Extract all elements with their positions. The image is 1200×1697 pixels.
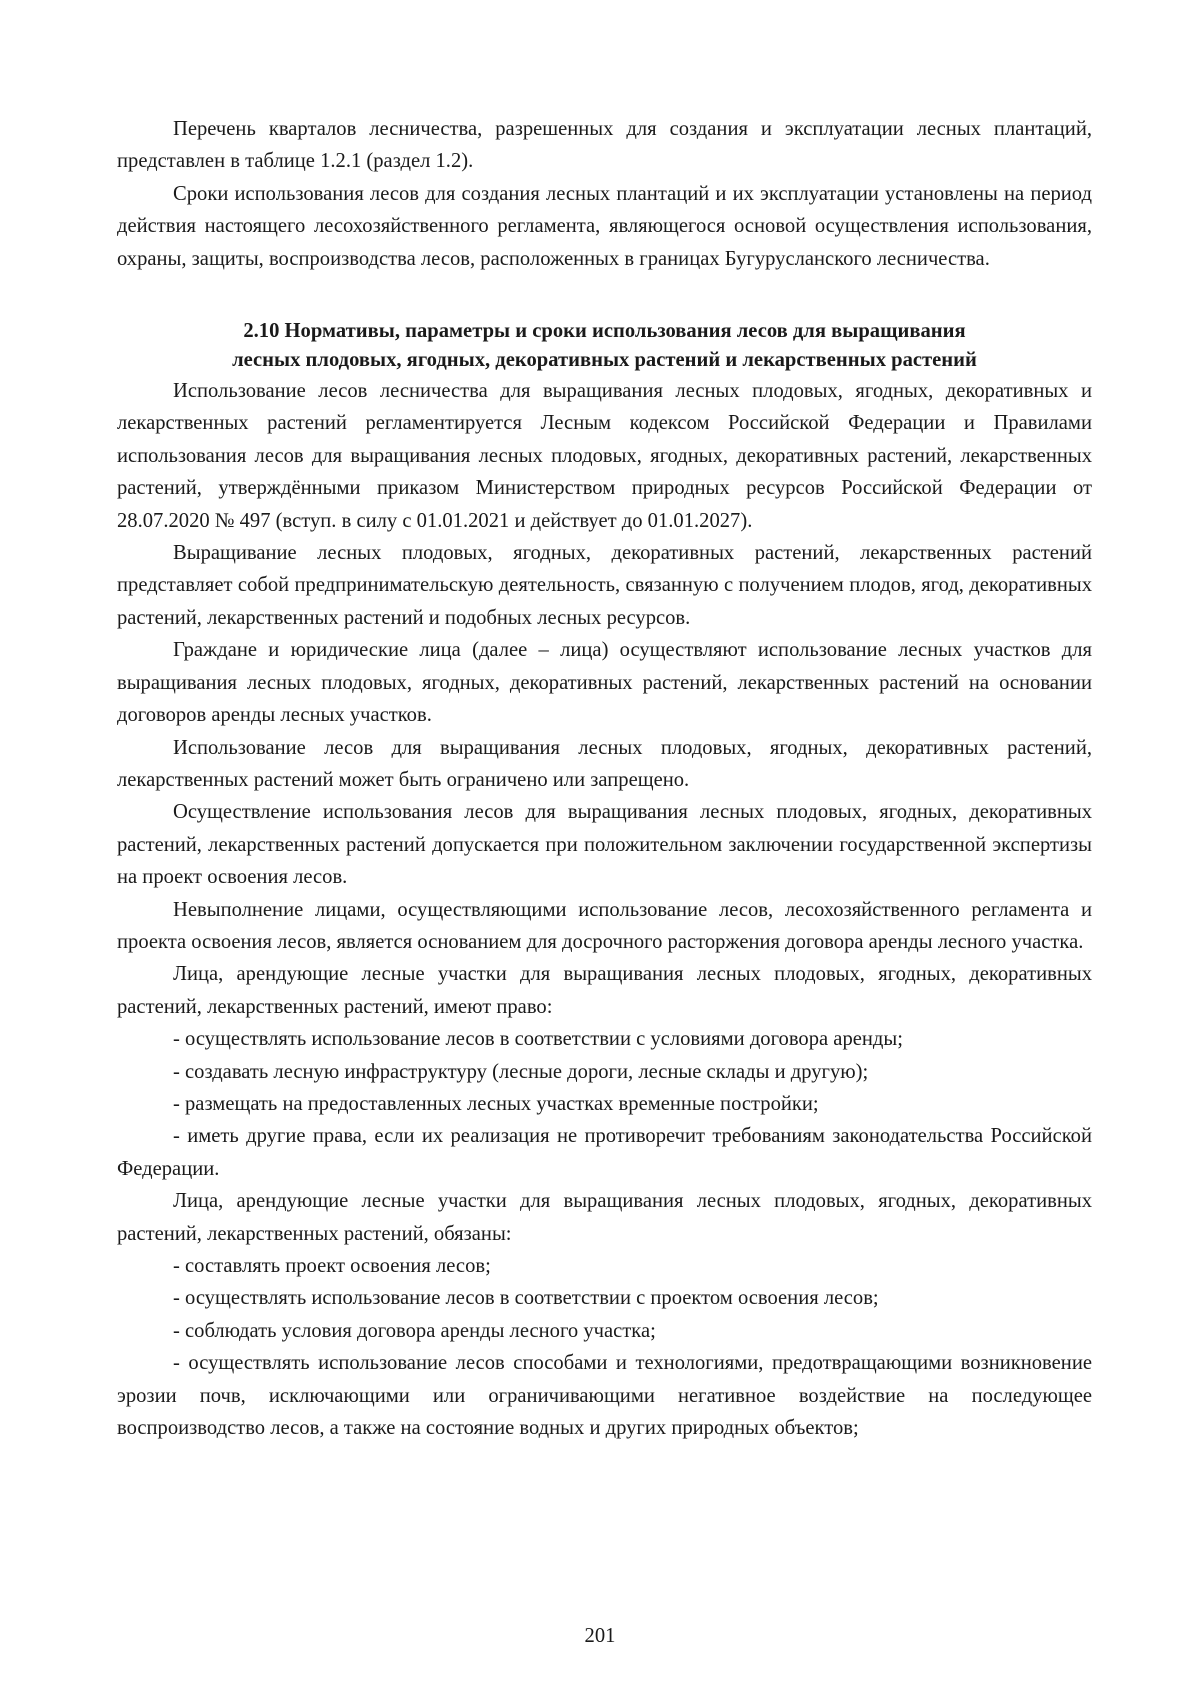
paragraph: Граждане и юридические лица (далее – лица) осуществляют использование лесных участков для выращивания лесных плодовых, ягодных, декоративных растений, лекарственных растений на основании договоров аренды лесных участков. — [117, 639, 1092, 727]
list-item: - соблюдать условия договора аренды лесного участка; — [173, 1319, 656, 1342]
paragraph: Сроки использования лесов для создания лесных плантаций и их эксплуатации установлены на период действия настоящего лесохозяйственного регламента, являющегося основой осуществления использования, охраны, защиты, воспроизводства лесов, расположенных в границах Бугурусланского лесничества. — [117, 182, 1092, 270]
document-body — [117, 113, 1092, 1444]
list-item: - составлять проект освоения лесов; — [173, 1255, 491, 1277]
section-heading — [117, 317, 1092, 375]
paragraph: Невыполнение лицами, осуществляющими использование лесов, лесохозяйственного регламента и проекта освоения лесов, является основанием для досрочного расторжения договора аренды лесного участка. — [117, 898, 1092, 953]
list-item: - размещать на предоставленных лесных участках временные постройки; — [173, 1092, 819, 1115]
paragraph: Перечень кварталов лесничества, разрешенных для создания и эксплуатации лесных плантаций, представлен в таблице 1.2.1 (раздел 1.2). — [117, 118, 1092, 173]
paragraph: Использование лесов для выращивания лесных плодовых, ягодных, декоративных растений, лекарственных растений может быть ограничено или запрещено. — [117, 736, 1092, 791]
paragraph: Использование лесов лесничества для выращивания лесных плодовых, ягодных, декоративных и лекарственных растений регламентируется Лесным кодексом Российской Федерации и Правилами использования лесов для выращивания лесных плодовых, ягодных, декоративных растений, лекарственных растений, утверждёнными приказом Министерством природных ресурсов Российской Федерации от 28.07.2020 № 497 (вступ. в силу с 01.01.2021 и действует до 01.01.2027). — [117, 380, 1092, 532]
paragraph: Выращивание лесных плодовых, ягодных, декоративных растений, лекарственных растений представляет собой предпринимательскую деятельность, связанную с получением плодов, ягод, декоративных растений, лекарственных растений и подобных лесных ресурсов. — [117, 542, 1092, 629]
list-item: - осуществлять использование лесов в соответствии с проектом освоения лесов; — [173, 1287, 879, 1310]
list-item: - создавать лесную инфраструктуру (лесные дороги, лесные склады и другую); — [173, 1060, 869, 1083]
section-heading-line: 2.10 Нормативы, параметры и сроки использования лесов для выращивания — [243, 320, 966, 343]
page-number: 201 — [584, 1625, 616, 1647]
paragraph: Осуществление использования лесов для выращивания лесных плодовых, ягодных, декоративных растений, лекарственных растений допускается при положительном заключении государственной экспертизы на проект освоения лесов. — [117, 801, 1092, 889]
paragraph: Лица, арендующие лесные участки для выращивания лесных плодовых, ягодных, декоративных растений, лекарственных растений, обязаны: — [117, 1190, 1092, 1245]
list-item: - иметь другие права, если их реализация не противоречит требованиям законодательства Российской Федерации. — [117, 1125, 1092, 1180]
list-item: - осуществлять использование лесов в соответствии с условиями договора аренды; — [173, 1028, 903, 1051]
section-heading-line: лесных плодовых, ягодных, декоративных растений и лекарственных растений — [232, 349, 977, 372]
paragraph: Лица, арендующие лесные участки для выращивания лесных плодовых, ягодных, декоративных растений, лекарственных растений, имеют право: — [117, 963, 1092, 1018]
list-item: - осуществлять использование лесов способами и технологиями, предотвращающими возникновение эрозии почв, исключающими или ограничивающими негативное воздействие на последующее воспроизводство лесов, а также на состояние водных и других природных объектов; — [117, 1352, 1092, 1440]
